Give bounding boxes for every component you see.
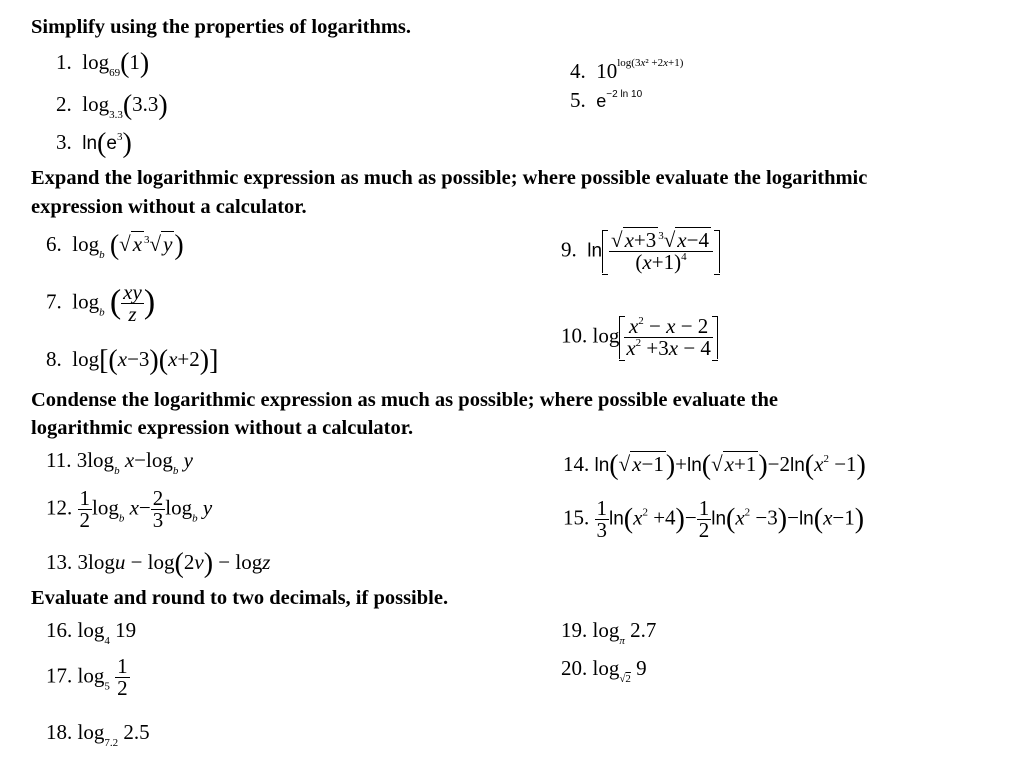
heading-expand-line2: expression without a calculator.: [31, 196, 307, 218]
problem-14: 14. $\ln(√x-1)+\ln(√x+1)-2\ln(x^2 -1)$: [563, 450, 866, 481]
problem-12: 12. $\frac{1}{2}$ $\log_b x-$ $\frac{2}{3}$ $\log_b y$: [46, 486, 213, 532]
heading-expand-line1: Expand the logarithmic expression as much as possible; where possible evaluate the logarithmic: [31, 167, 868, 189]
problem-16: 16. $\log_4 19$: [46, 618, 137, 647]
problem-2: 2. $\log_{3.3}(3.3)$: [56, 90, 168, 121]
problem-1: 1. $\log_{69}(1)$: [56, 48, 150, 79]
heading-condense-line2: logarithmic expression without a calculator.: [31, 417, 414, 439]
problem-11: 11. $3\log_b$ $x-\log_b$ y: [46, 448, 193, 477]
problem-8: 8. log[(x−3)(x+2)]: [46, 345, 219, 376]
problem-5: 5. $e^{-2 ln 10}$: [570, 88, 643, 112]
problem-15: 15. $\frac{1}{3}$ $\ln(x^2 +4)-$ $\frac{1}{2}$ $\ln(x^2 -3)-\ln(x-1)$: [563, 496, 865, 542]
problem-17: 17. $\log_5$ $\frac{1}{2}$: [46, 654, 128, 700]
problem-10: 10. log $\frac{x^2 - x - 2}{x^2 +3x - 4}$: [561, 316, 718, 359]
problem-13: 13. 3logu − log(2v) − logz: [46, 548, 271, 579]
heading-simplify: Simplify using the properties of logarithms.: [31, 16, 412, 38]
problem-7: 7. $\log_b$ ( $\frac{xy}{z}$ ): [46, 280, 156, 326]
problem-3: 3. $\ln(e^3)$: [56, 128, 132, 159]
problem-20: 20. $\log_{√2} 9$: [561, 656, 647, 685]
problem-18: 18. $\log_{7.2} 2.5$: [46, 720, 150, 749]
heading-condense-line1: Condense the logarithmic expression as much as possible; where possible evaluate the: [31, 389, 778, 411]
problem-6: 6. $\log_b (√x$ $^3$√y): [46, 230, 184, 261]
heading-evaluate: Evaluate and round to two decimals, if possible.: [31, 587, 449, 609]
problem-19: 19. $\log_\pi 2.7$: [561, 618, 657, 647]
problem-9: 9. ln $\frac{√x+3 ^3√x-4}{(x+1)^4}$: [561, 230, 720, 273]
problem-4: 4. $10^{log(3x^2 +2x+1)}$: [570, 57, 684, 83]
